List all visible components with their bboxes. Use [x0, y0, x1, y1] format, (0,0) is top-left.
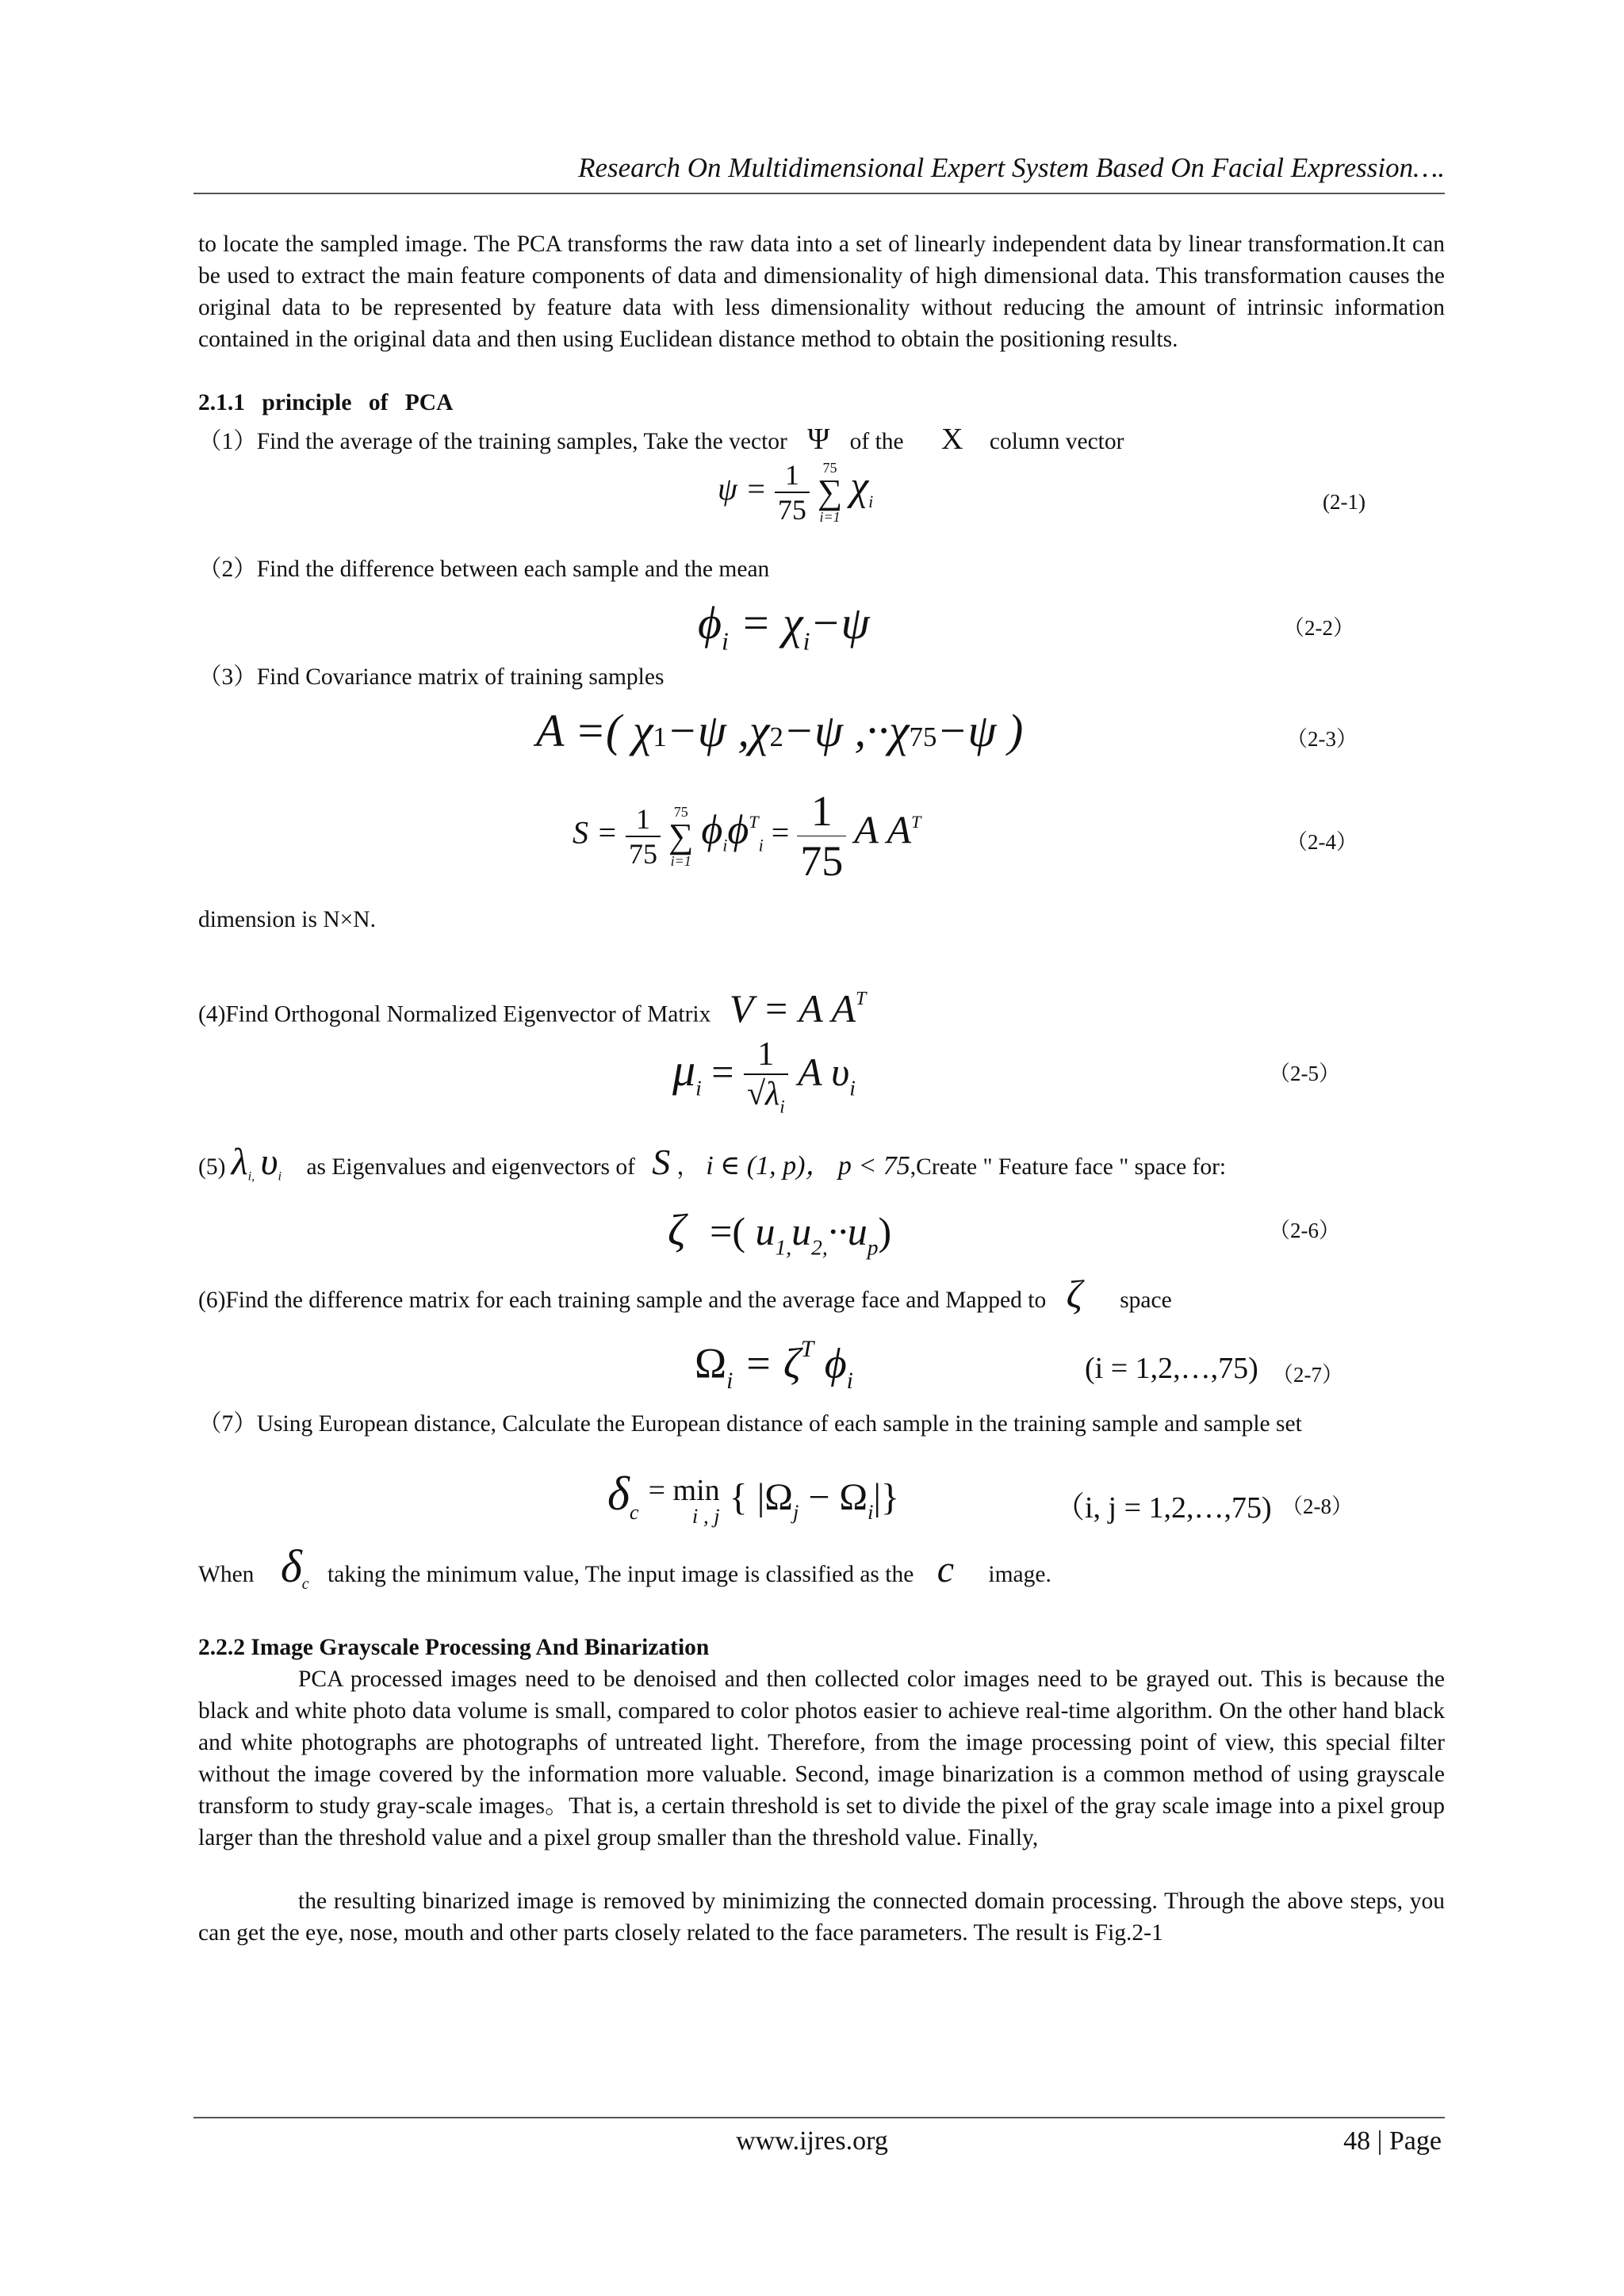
eq1-lhs: ψ = — [718, 471, 767, 507]
step-5-mid: as Eigenvalues and eigenvectors of — [306, 1154, 635, 1180]
step-4-text: (4)Find Orthogonal Normalized Eigenvector of Matrix — [198, 1001, 711, 1027]
eq1-fraction — [775, 458, 810, 526]
eq6-dots: ··u — [827, 1209, 868, 1253]
eq1-sum-bot: i=1 — [819, 509, 841, 525]
eq1-sum: 75 ∑ i=1 — [817, 460, 843, 525]
eq1-body: χ — [850, 464, 869, 510]
section-heading-2-2-2: 2.2.2 Image Grayscale Processing And Binarization — [198, 1635, 710, 1660]
eq-number-2-2: （2-2） — [1283, 616, 1354, 640]
eq4-sub2: i — [758, 835, 764, 855]
eq-number-2-3: （2-3） — [1286, 727, 1358, 751]
eq8-body: { |Ω — [729, 1476, 793, 1518]
equation-2-5 — [672, 1035, 856, 1117]
step-1-line — [198, 423, 1124, 457]
equation-2-3 — [536, 704, 1023, 757]
eq6-s1: 1, — [775, 1234, 792, 1260]
eq1-den: 75 — [777, 494, 806, 526]
c-inline: c — [936, 1548, 954, 1590]
step-1-prefix: （1）Find the average of the training samples, Take the vector — [198, 429, 787, 454]
step-1-suffix: column vector — [989, 429, 1124, 454]
eq1-sub: i — [868, 492, 874, 512]
eq8-mid: − Ω — [799, 1476, 868, 1518]
eq4-sum-bot: i=1 — [670, 852, 691, 869]
delta-inline-sub: c — [301, 1575, 309, 1593]
eq-number-2-5: （2-5） — [1269, 1062, 1340, 1085]
eq8-s2: i — [868, 1499, 874, 1524]
when-suffix: image. — [988, 1562, 1051, 1587]
eq4-fraction-2 — [797, 786, 846, 886]
eq1-num: 1 — [775, 458, 810, 493]
lambda-symbol: λ — [231, 1141, 248, 1183]
eq7-sup: T — [800, 1337, 814, 1362]
eq8-min-sub: i , j — [691, 1503, 720, 1528]
equation-2-6 — [668, 1205, 891, 1260]
eq4-phi-1: ϕ — [701, 807, 723, 853]
eq3-part-c: −ψ ,··χ — [783, 705, 910, 756]
upsilon-sub: i — [278, 1169, 282, 1184]
intro-paragraph: to locate the sampled image. The PCA transforms the raw data into a set of linearly independent data by linear transformation.It can be used to extract the main feature components of data and dimensionality of high dimensional data. This transformation causes the original data to be represented by feature data with less dimensionality without reducing the amount of intrinsic information contained in the original data and then using Euclidean distance method to obtain the positioning results. — [198, 232, 1445, 352]
eq4-phi-2: ϕ — [727, 807, 749, 853]
footer-page-number: 48 | Page — [1343, 2126, 1442, 2156]
when-line — [198, 1540, 1051, 1600]
eq4-den2: 75 — [800, 837, 844, 885]
step-1-mid: of the — [849, 429, 904, 454]
section-2-2-2-paragraph-2: the resulting binarized image is removed by minimizing the connected domain processing. Through the above steps, you can get the eye, nose, mouth and other parts closely related to the face parameters. The result is Fig.2-1 — [198, 1888, 1445, 1946]
eq5-sub: i — [695, 1075, 702, 1100]
upsilon-symbol: υ — [260, 1141, 278, 1183]
step-5-suffix: ,Create " Feature face " space for: — [910, 1154, 1227, 1180]
eq-number-2-6: （2-6） — [1269, 1219, 1340, 1242]
lambda-sub: i, — [247, 1169, 255, 1184]
eq3-part-d: −ψ ) — [936, 705, 1024, 756]
eq5-den — [744, 1075, 788, 1117]
eq1-sum-top: 75 — [822, 460, 837, 476]
step-6-line — [198, 1272, 1172, 1316]
eq8-range: （i, j = 1,2,…,75) — [1055, 1491, 1272, 1525]
delta-inline: δ — [280, 1540, 302, 1592]
eq4-sum: 75 ∑ i=1 — [668, 803, 694, 869]
eq6-zeta: ζ — [668, 1206, 686, 1255]
eq-v: V = A A — [729, 985, 856, 1031]
eq7-phi: ϕ — [824, 1339, 847, 1387]
eq4-rhs: A A — [854, 807, 912, 852]
eq8-delta: δ — [607, 1468, 630, 1520]
eq3-part-b: −ψ ,χ — [666, 705, 770, 756]
eq7-omega: Ω — [695, 1339, 727, 1387]
eq5-num: 1 — [744, 1035, 788, 1075]
eq6-u2: u — [791, 1209, 812, 1253]
eq5-root: √λ — [746, 1076, 780, 1112]
eq4-num2: 1 — [797, 786, 846, 836]
step-6-suffix: space — [1120, 1288, 1172, 1313]
step-4-line — [198, 983, 866, 1031]
eq4-fraction-1 — [626, 802, 661, 871]
eq5-mu: μ — [672, 1044, 696, 1096]
eq6-u1: u — [755, 1209, 776, 1253]
psi-symbol: Ψ — [807, 423, 830, 456]
dimension-note: dimension is N×N. — [198, 907, 376, 932]
section-2-2-2-paragraph-1: PCA processed images need to be denoised and then collected color images need to be grayed out. This is because the black and white photo data volume is small, compared to color photos easier to achieve real-time algorithm. On the other hand black and white photographs are photographs of untreated light. Therefore, from the image processing point of view, this special filter without the image covered by the information more valuable. Second, image binarization is a common method of using grayscale transform to study gray-scale images。That is, a certain threshold is set to divide the pixel of the gray scale image into a pixel group larger than the threshold value and a pixel group smaller than the threshold value. Finally, — [198, 1667, 1445, 1850]
equation-2-4 — [573, 786, 921, 886]
eq3-sub-2: 2 — [769, 721, 783, 752]
step-6-text: (6)Find the difference matrix for each training sample and the average face and Mapped to — [198, 1288, 1047, 1313]
eq5-fraction — [744, 1035, 788, 1117]
eq4-equals: = — [771, 814, 790, 851]
eq8-min-op: = min — [648, 1473, 720, 1507]
equation-2-8 — [607, 1467, 899, 1526]
equation-2-1 — [718, 458, 873, 526]
eq-number-2-8: （2-8） — [1281, 1494, 1353, 1518]
eq8-sub: c — [629, 1499, 639, 1524]
eq4-num1: 1 — [626, 802, 661, 837]
eq-number-2-1: (2-1) — [1323, 490, 1365, 514]
footer-url: www.ijres.org — [736, 2126, 888, 2156]
step-2-line: （2）Find the difference between each sample and the mean — [198, 557, 770, 582]
eq2-sub-b: i — [802, 627, 810, 656]
step-7-line: （7）Using European distance, Calculate the European distance of each sample in the training sample and sample set — [198, 1411, 1302, 1437]
step-3-line: （3）Find Covariance matrix of training samples — [198, 664, 665, 690]
eq2-phi: ϕ — [698, 597, 722, 649]
step-5-line: (5) $\lambda_{i,}$ $\upsilon_i$ as Eigenvalues and eigenvectors of S ， i ∈ (1, p)， p < 75,Create " Feature face " space for: — [198, 1141, 1227, 1184]
eq7-range: (i = 1,2,…,75) — [1085, 1352, 1258, 1385]
eq4-lhs: S = — [573, 814, 618, 851]
eq7-phi-sub: i — [846, 1368, 853, 1395]
when-prefix: When — [198, 1562, 255, 1587]
eq5-rhs-sub: i — [849, 1075, 856, 1100]
step-5-prefix: (5) — [198, 1154, 226, 1180]
eq4-sub1: i — [722, 835, 728, 855]
eq4-sup2: T — [749, 811, 759, 832]
eq-number-2-4: （2-4） — [1286, 830, 1358, 854]
eq2-chi: = χ — [740, 597, 803, 649]
condition-i: i ∈ (1, p)， — [706, 1151, 833, 1181]
eq3-sub-3: 75 — [909, 721, 937, 752]
eq-v-sup: T — [856, 989, 867, 1009]
eq6-close: ) — [878, 1209, 892, 1253]
eq4-sum-top: 75 — [673, 803, 688, 820]
eq3-part-a: A =( χ — [536, 705, 653, 756]
eq6-sp: p — [867, 1234, 879, 1260]
running-header: Research On Multidimensional Expert System Based On Facial Expression…. — [578, 152, 1445, 183]
eq2-psi: −ψ — [810, 597, 870, 649]
equation-2-7 — [695, 1337, 853, 1395]
eq2-sub-a: i — [722, 627, 729, 656]
x-symbol: X — [941, 423, 963, 456]
eq5-rhs: A υ — [798, 1050, 850, 1095]
zeta-inline: ζ — [1066, 1272, 1082, 1316]
condition-p: p < 75 — [837, 1151, 910, 1181]
header-rule — [193, 193, 1445, 194]
eq4-sup3: T — [911, 811, 921, 832]
eq6-equals: =( — [710, 1209, 746, 1253]
eq5-den-sub: i — [779, 1096, 785, 1117]
eq7-sub: i — [726, 1368, 733, 1395]
eq8-close: |} — [873, 1476, 900, 1518]
eq8-s1: j — [792, 1499, 799, 1524]
eq5-equals: = — [711, 1050, 734, 1095]
eq8-min — [649, 1475, 720, 1527]
eq7-zeta: = ζ — [743, 1339, 801, 1387]
when-mid: taking the minimum value, The input image is classified as the — [327, 1562, 914, 1587]
section-heading-2-1-1: 2.1.1 principle of PCA — [198, 390, 454, 415]
footer-rule — [193, 2117, 1445, 2118]
eq-number-2-7: （2-7） — [1272, 1363, 1343, 1387]
eq4-den1: 75 — [629, 837, 657, 870]
equation-2-2 — [698, 596, 870, 656]
eq6-s2: 2, — [811, 1234, 828, 1260]
eq3-sub-1: 1 — [653, 721, 667, 752]
s-symbol: S — [652, 1142, 671, 1182]
